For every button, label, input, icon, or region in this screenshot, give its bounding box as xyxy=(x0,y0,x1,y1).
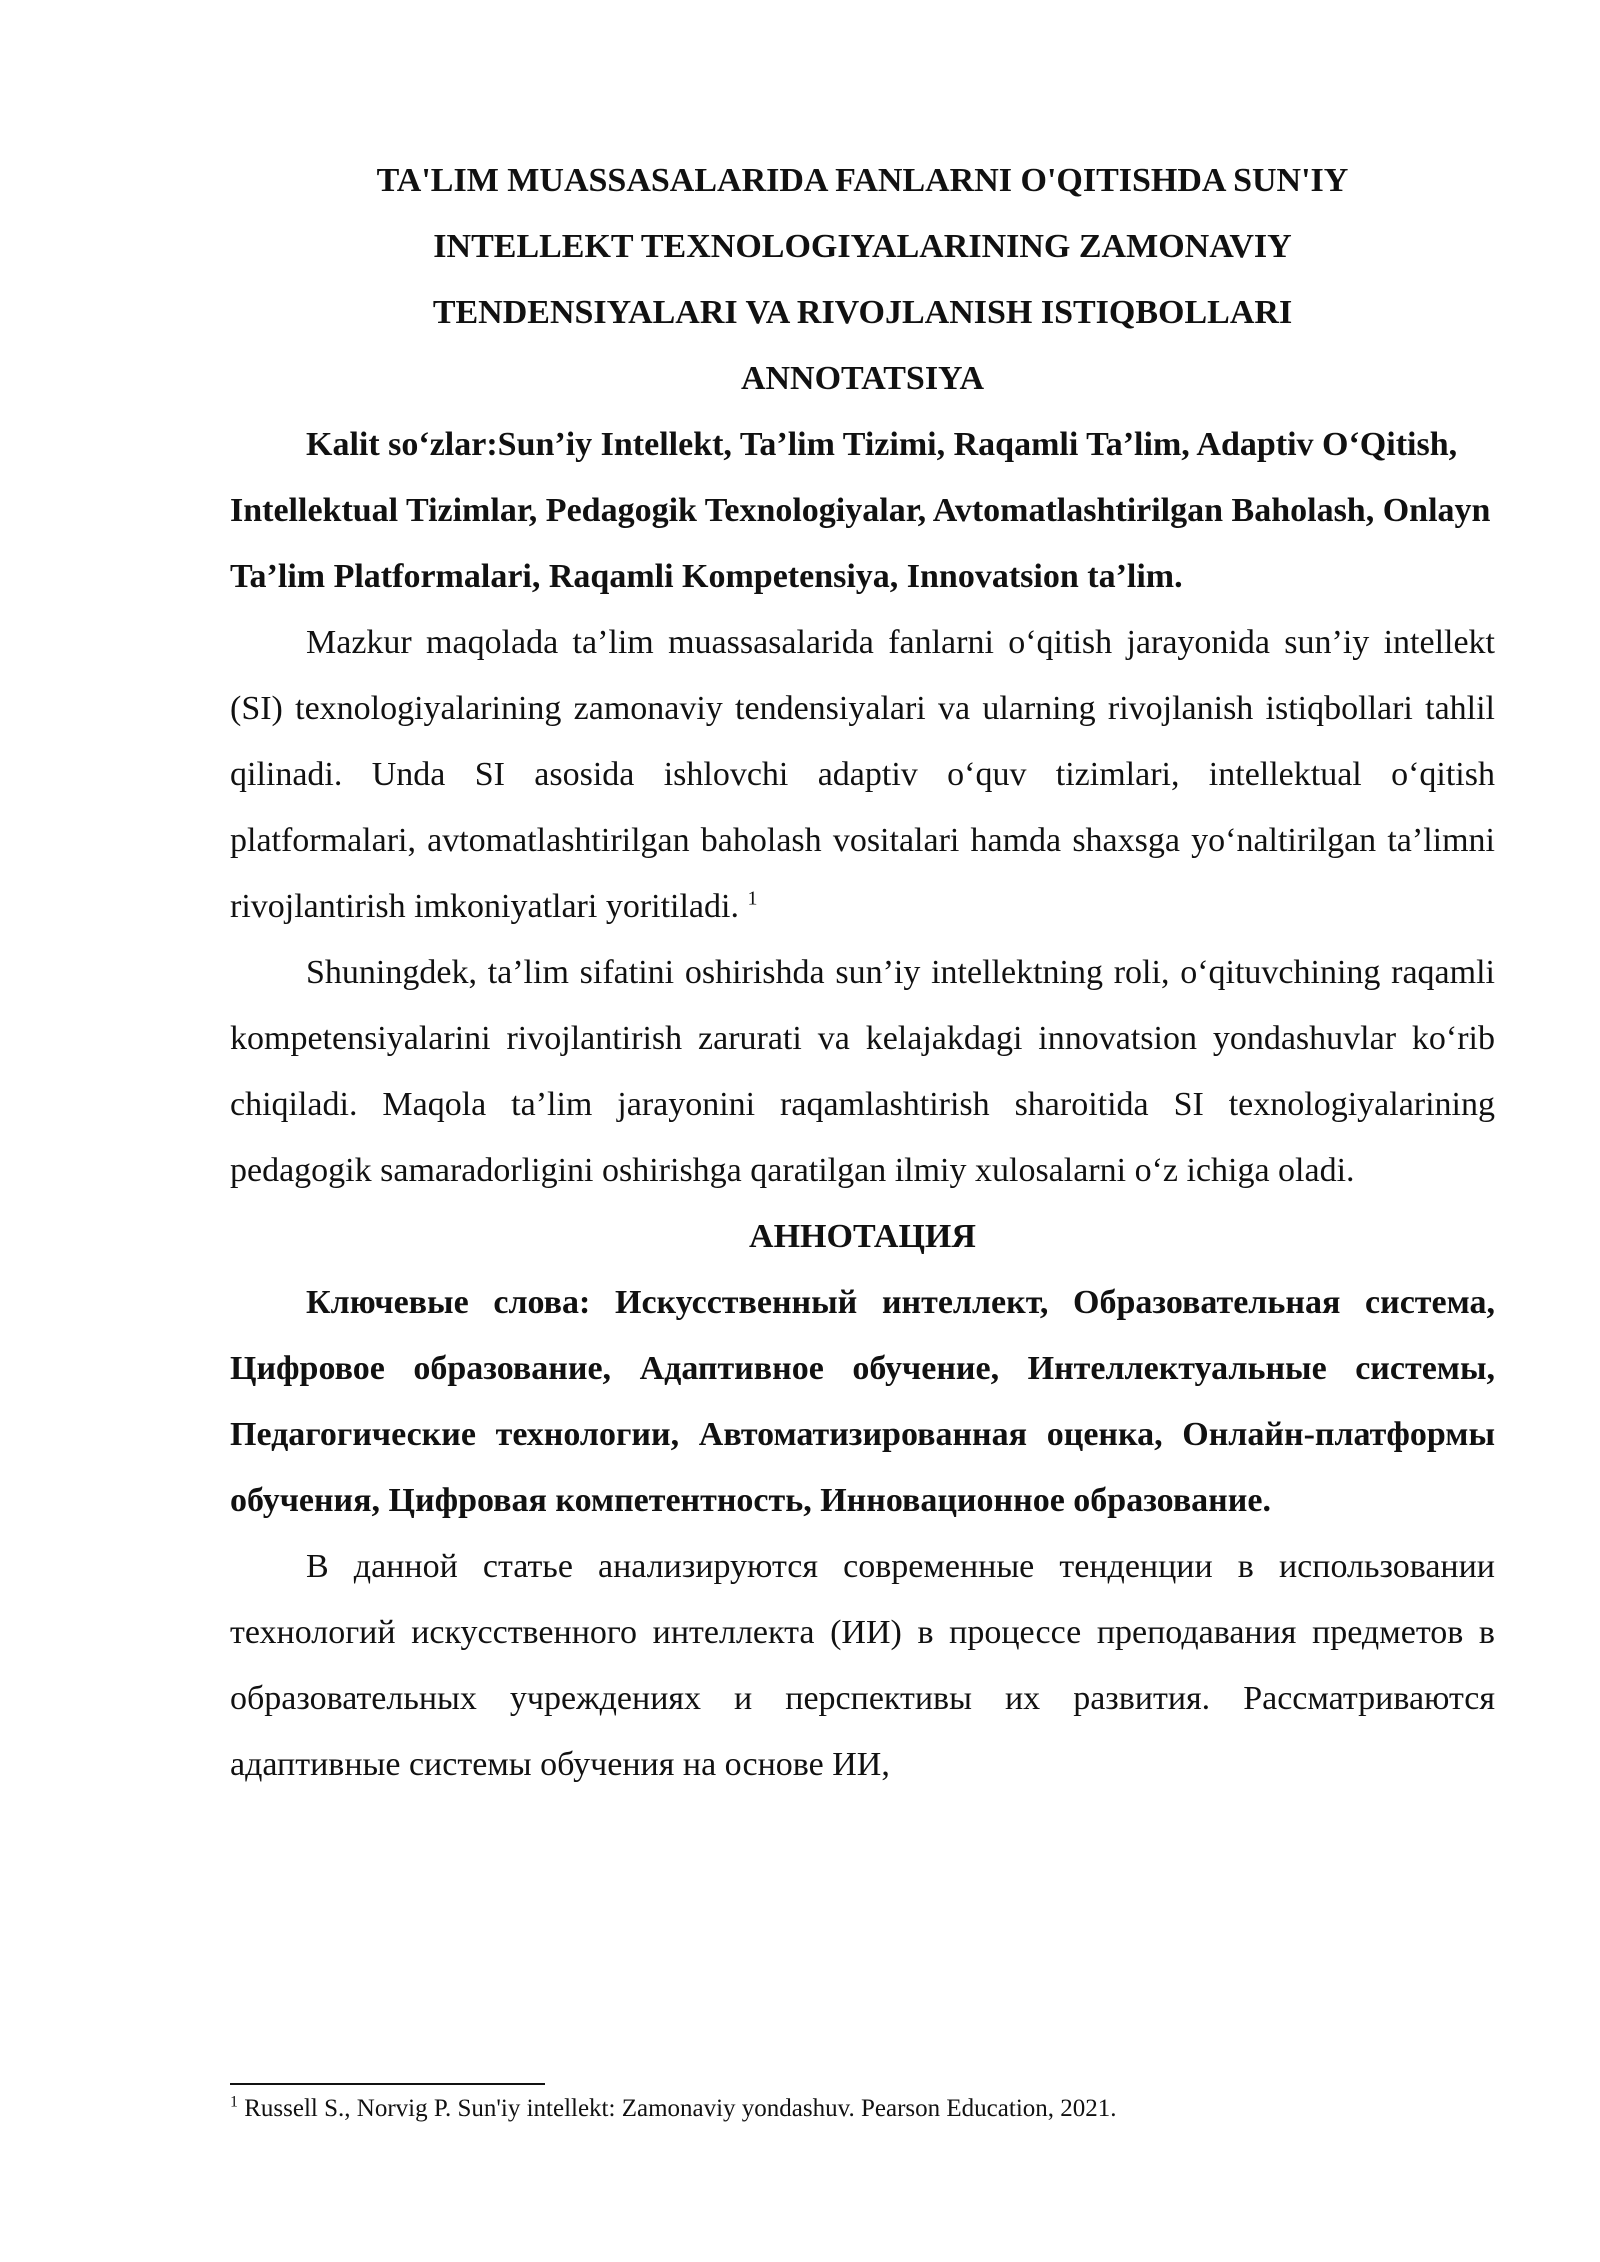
footnote-number: 1 xyxy=(230,2093,238,2111)
ru-annotation-heading: АННОТАЦИЯ xyxy=(749,1218,976,1255)
uz-annotation-heading: ANNOTATSIYA xyxy=(740,360,985,397)
title-line: TA'LIM MUASSASALARIDA FANLARNI O'QITISHDA SUN'IY xyxy=(376,162,1349,199)
title-line: TENDENSIYALARI VA RIVOJLANISH ISTIQBOLLARI xyxy=(432,294,1293,331)
uz-paragraph-2: Shuningdek, ta’lim sifatini oshirishda sun’iy intellektning roli, o‘qituvchining raqamli kompetensiyalarini rivojlantirish zarurati va kelajakdagi innovatsion yondashuvlar ko‘rib chiqiladi. Maqola ta’lim jarayonini raqamlashtirish sharoitida SI texnologiyalarining pedagogik samaradorligini oshirishga qaratilgan ilmiy xulosalarni o‘z ichiga oladi. xyxy=(230,954,1495,1189)
ru-keywords: Ключевые слова: Искусственный интеллект, Образовательная система, Цифровое образование, Адаптивное обучение, Интеллектуальные системы, Педагогические технологии, Автоматизированная оценка, Онлайн-платформы обучения, Цифровая компетентность, Инновационное образование. xyxy=(230,1284,1495,1519)
footnote-reference: 1 xyxy=(747,887,758,910)
uz-paragraph-1 xyxy=(230,610,1495,940)
document-page xyxy=(230,148,1495,1798)
ru-paragraph-1: В данной статье анализируются современные тенденции в использовании технологий искусственного интеллекта (ИИ) в процессе преподавания предметов в образовательных учреждениях и перспективы их развития. Рассматриваются адаптивные системы обучения на основе ИИ, xyxy=(230,1548,1495,1783)
title-line: INTELLEKT TEXNOLOGIYALARINING ZAMONAVIY xyxy=(433,228,1292,265)
footnote-text: Russell S., Norvig P. Sun'iy intellekt: Zamonaviy yondashuv. Pearson Education, 2021. xyxy=(244,2095,1117,2122)
footnote xyxy=(230,2092,1495,2126)
footnote-separator xyxy=(230,2083,545,2085)
uz-paragraph-1-text: Mazkur maqolada ta’lim muassasalarida fanlarni o‘qitish jarayonida sun’iy intellekt (SI) texnologiyalarining zamonaviy tendensiyalari va ularning rivojlanish istiqbollari tahlil qilinadi. Unda SI asosida ishlovchi adaptiv o‘quv tizimlari, intellektual o‘qitish platformalari, avtomatlashtirilgan baholash vositalari hamda shaxsga yo‘naltirilgan ta’limni rivojlantirish imkoniyatlari yoritiladi. xyxy=(230,624,1495,925)
document-title xyxy=(230,148,1495,346)
uz-keywords: Kalit so‘zlar:Sun’iy Intellekt, Ta’lim Tizimi, Raqamli Ta’lim, Adaptiv O‘Qitish, Intellektual Tizimlar, Pedagogik Texnologiyalar, Avtomatlashtirilgan Baholash, Onlayn Ta’lim Platformalari, Raqamli Kompetensiya, Innovatsion ta’lim. xyxy=(230,426,1491,595)
